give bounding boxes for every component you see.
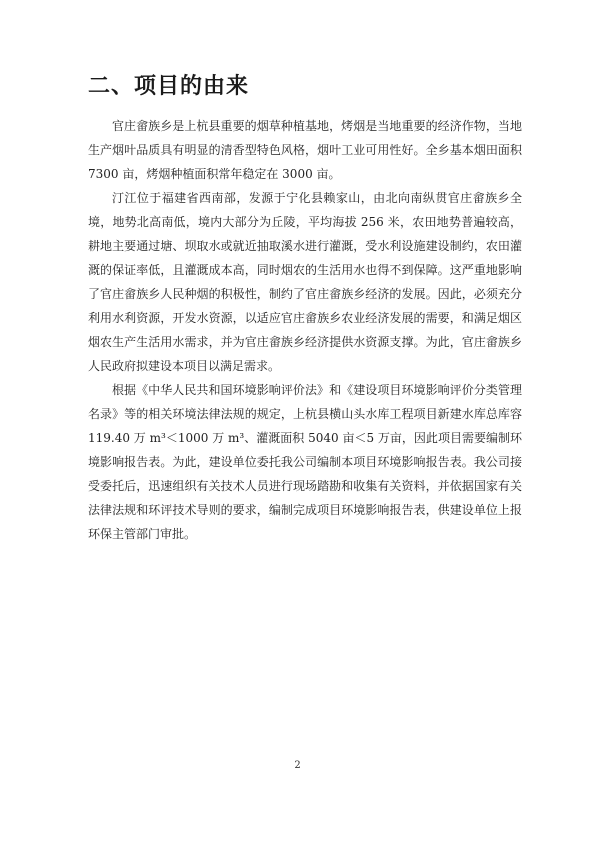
paragraph-legal-basis: 根据《中华人民共和国环境影响评价法》和《建设项目环境影响评价分类管理名录》等的相关环境法律法规的规定，上杭县横山头水库工程项目新建水库总库容 119.40 万 m³＜1000 万 m³、灌溉面积 5040 亩＜5 万亩，因此项目需要编制环境影响报告表。为此，建设单位委托我公司编制本项目环境影响报告表。我公司接受委托后，迅速组织有关技术人员进行现场踏勘和收集有关资料，并依据国家有关法律法规和环评技术导则的要求，编制完成项目环境影响报告表，供建设单位上报环保主管部门审批。 — [88, 383, 522, 541]
page-number: 2 — [294, 760, 301, 771]
body-text — [88, 114, 522, 546]
paragraph-background: 官庄畲族乡是上杭县重要的烟草种植基地，烤烟是当地重要的经济作物，当地生产烟叶品质具有明显的清香型特色风格，烟叶工业可用性好。全乡基本烟田面积 7300 亩，烤烟种植面积常年稳定在 3000 亩。 — [88, 119, 522, 181]
paragraph-water-resources: 汀江位于福建省西南部，发源于宁化县赖家山，由北向南纵贯官庄畲族乡全境，地势北高南低，境内大部分为丘陵，平均海拔 256 米，农田地势普遍较高，耕地主要通过塘、坝取水或就近抽取溪水进行灌溉，受水利设施建设制约，农田灌溉的保证率低，且灌溉成本高，同时烟农的生活用水也得不到保障。这严重地影响了官庄畲族乡人民种烟的积极性，制约了官庄畲族乡经济的发展。因此，必须充分利用水利资源，开发水资源，以适应官庄畲族乡农业经济发展的需要，和满足烟区烟农生产生活用水需求，并为官庄畲族乡经济提供水资源支撑。为此，官庄畲族乡人民政府拟建设本项目以满足需求。 — [88, 191, 522, 373]
section-heading: 二、项目的由来 — [88, 74, 250, 99]
